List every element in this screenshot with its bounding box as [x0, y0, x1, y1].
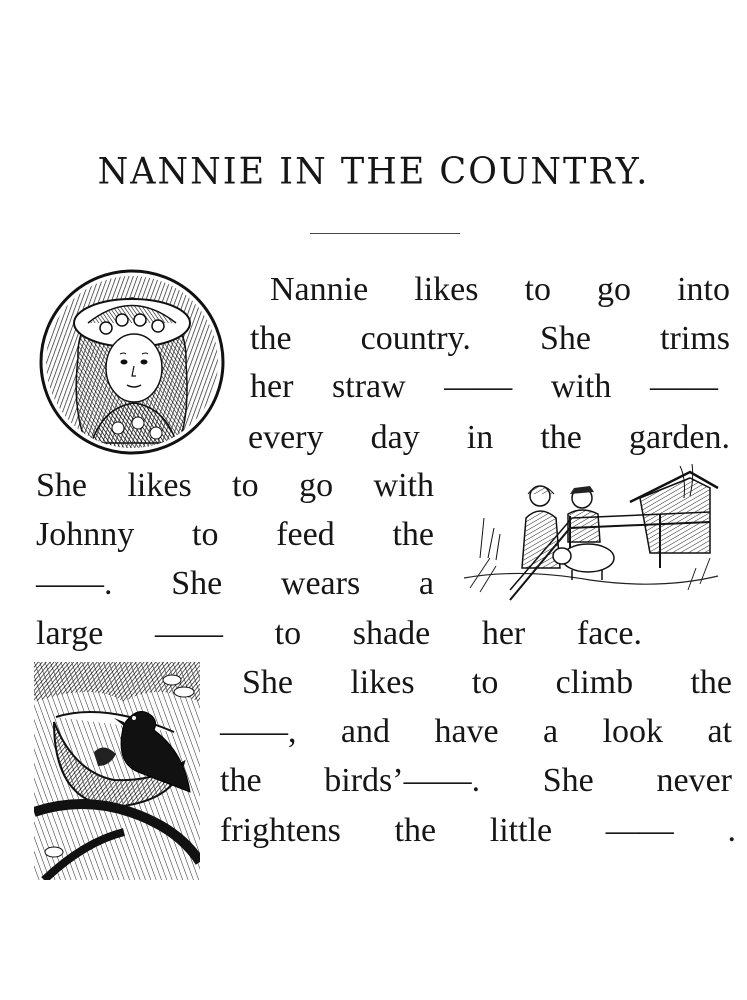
title-divider [310, 233, 460, 234]
girl-portrait-icon [38, 268, 226, 456]
girl-portrait-illustration [38, 268, 226, 456]
children-feeding-pig-icon [460, 458, 722, 606]
text-line-9: She likes to climb the [242, 664, 732, 701]
children-pigs-illustration [460, 458, 722, 606]
text-line-2: the country. She trims [250, 320, 730, 357]
text-line-6: Johnny to feed the [36, 516, 434, 553]
text-line-11: the birds’——. She never [220, 762, 732, 799]
bird-nest-illustration [34, 662, 200, 880]
text-line-1: Nannie likes to go into [270, 271, 730, 308]
page-title: NANNIE IN THE COUNTRY. [97, 151, 650, 193]
text-line-12: frightens the little —— . [220, 812, 736, 849]
text-line-3: her straw —— with —— [250, 368, 718, 405]
text-line-10: ——, and have a look at [220, 713, 732, 750]
text-line-5: She likes to go with [36, 467, 434, 504]
text-line-7: ——. She wears a [36, 565, 434, 602]
text-line-4: every day in the garden. [248, 419, 730, 456]
bird-on-nest-icon [34, 662, 200, 880]
text-line-8: large —— to shade her face. [36, 615, 642, 652]
